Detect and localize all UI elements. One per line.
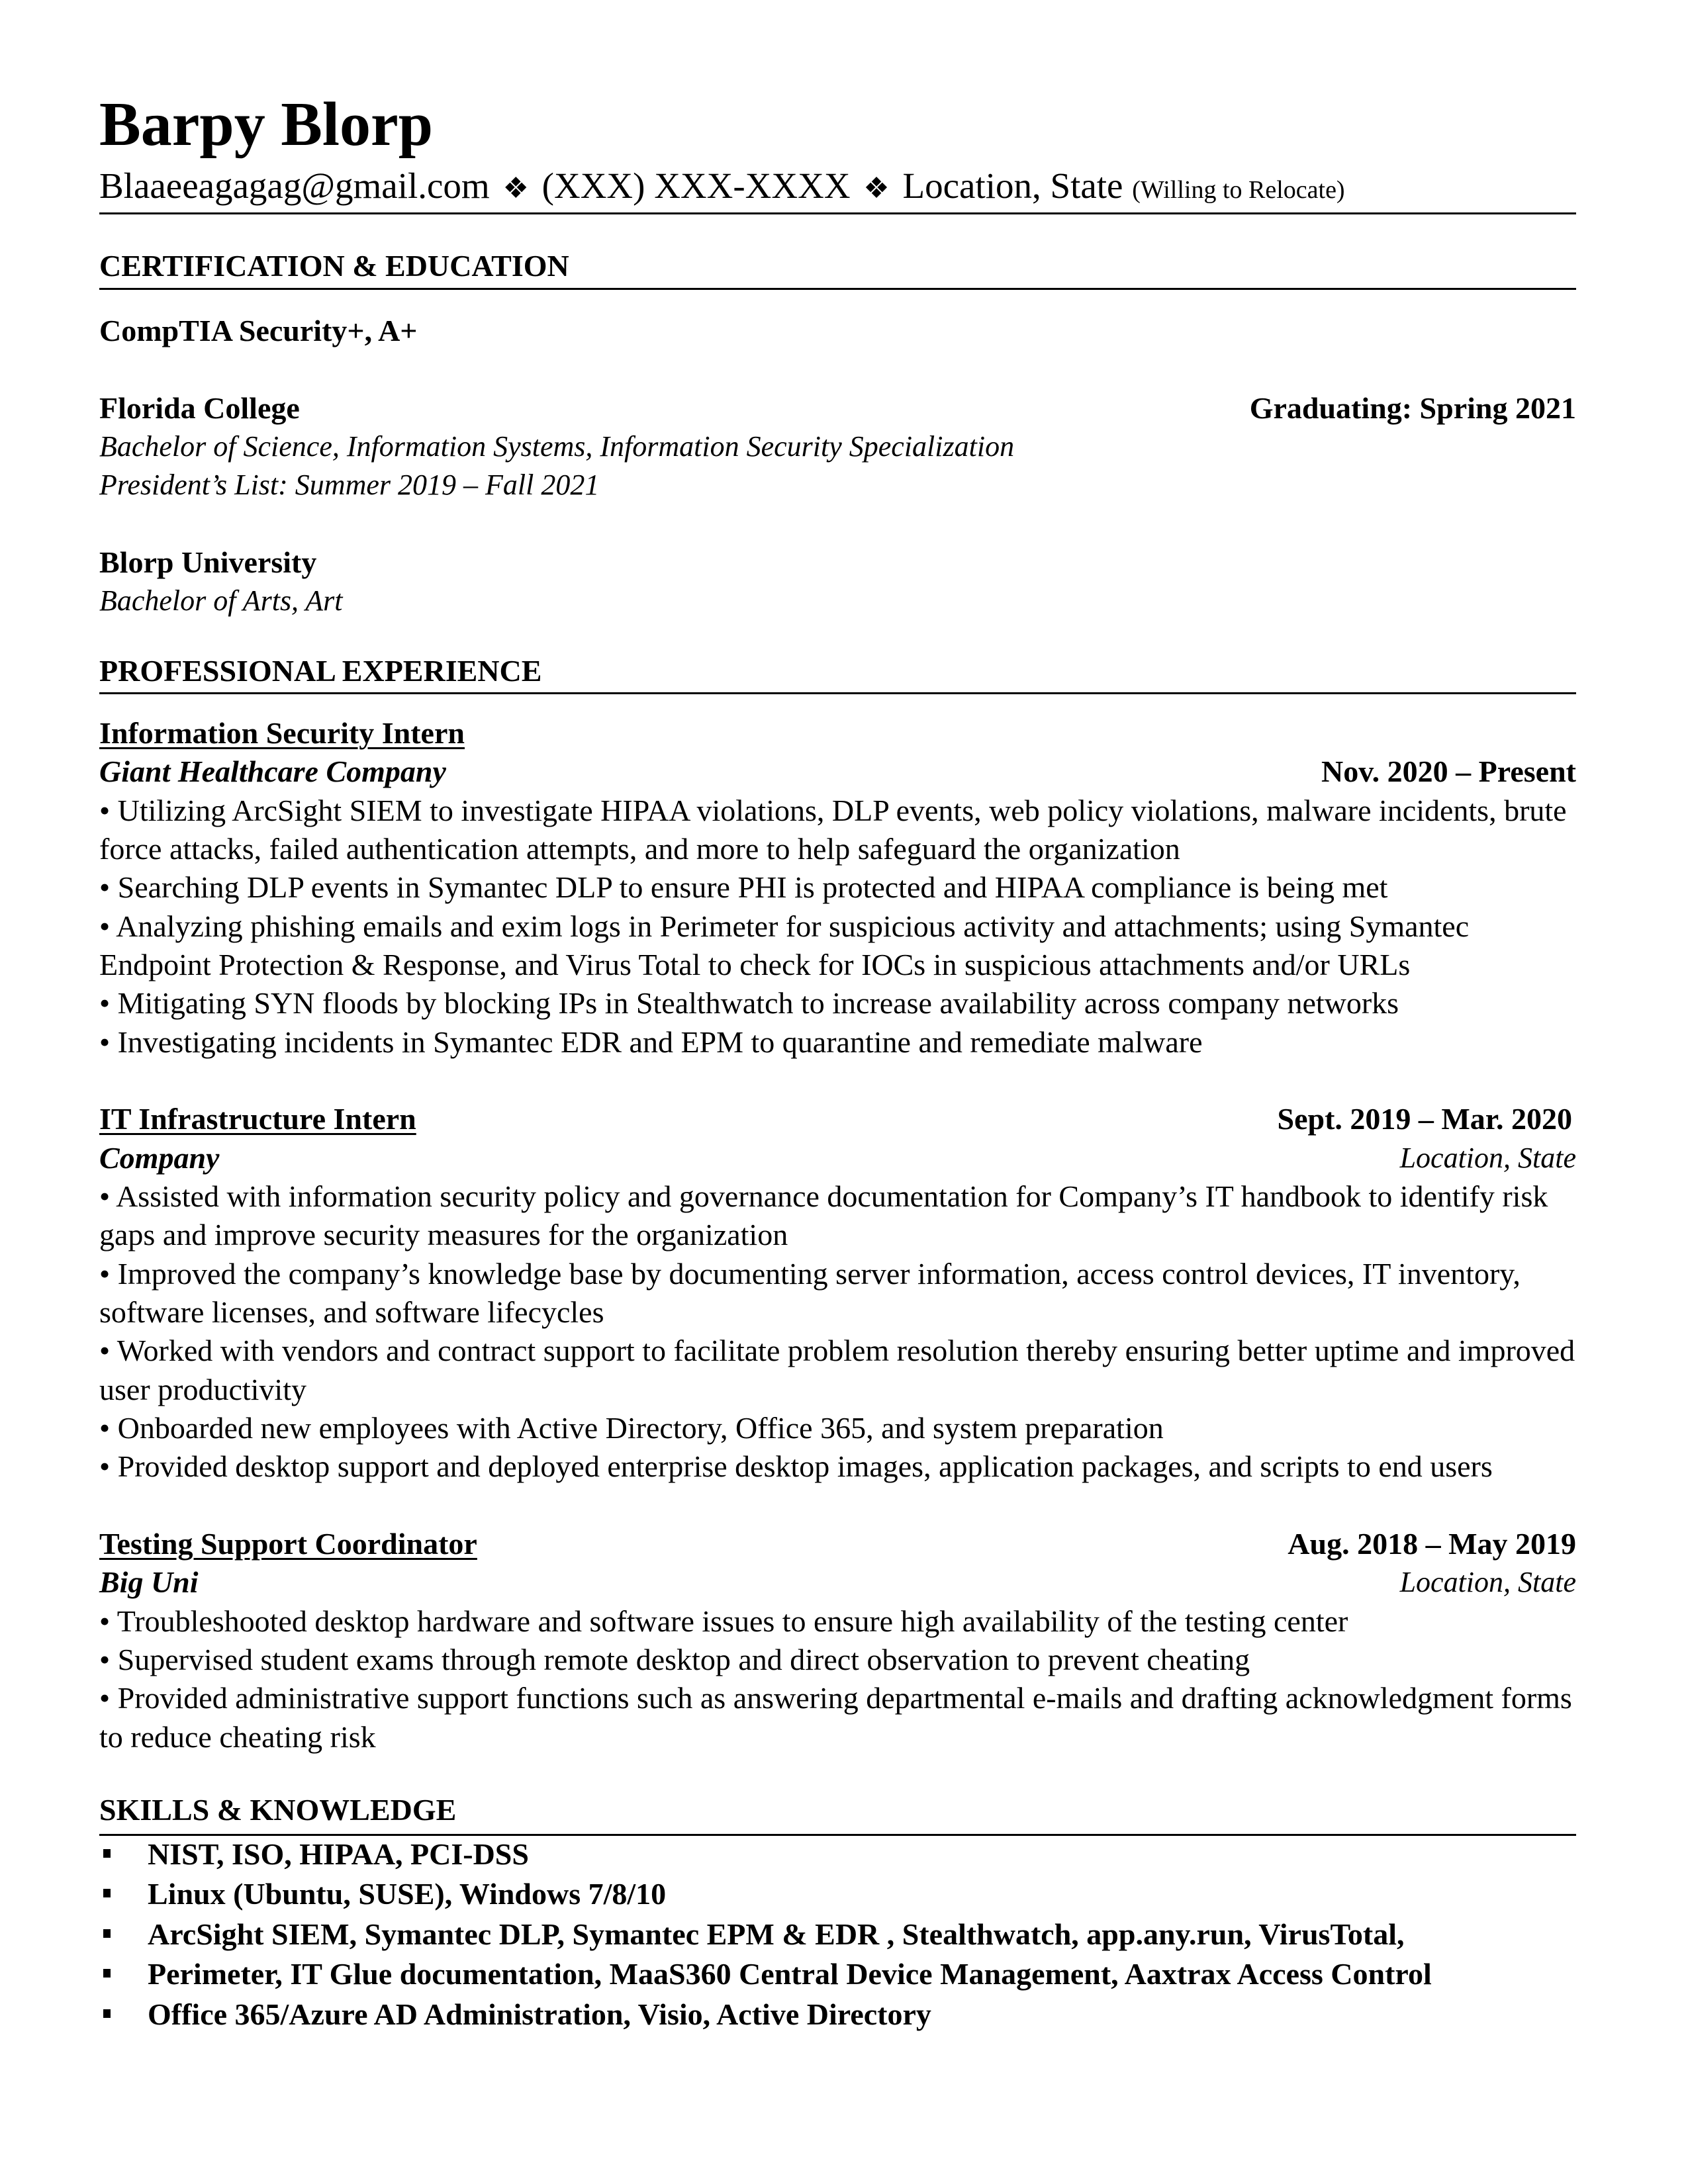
school-header — [99, 389, 1576, 428]
skill-item — [99, 1954, 1576, 1994]
degree: Bachelor of Arts, Art — [99, 584, 343, 617]
job-company-row — [99, 752, 1576, 791]
job-bullet: • Worked with vendors and contract support to facilitate problem resolution thereby ensuring better uptime and improved user productivity — [99, 1334, 1575, 1406]
candidate-name: Barpy Blorp — [99, 90, 434, 159]
job-bullet: • Provided administrative support functions such as answering departmental e-mails and drafting acknowledgment forms to reduce cheating risk — [99, 1681, 1572, 1754]
section-divider — [99, 692, 1576, 694]
skill-item — [99, 1874, 1576, 1914]
diamond-separator-icon: ❖ — [502, 172, 529, 205]
school-header — [99, 543, 1576, 582]
job-title-row — [99, 714, 1576, 752]
skill-text: NIST, ISO, HIPAA, PCI-DSS — [148, 1837, 529, 1871]
job-location: Location, State — [1399, 1566, 1576, 1599]
company-name: Big Uni — [99, 1565, 199, 1600]
job-company-row — [99, 1139, 1576, 1177]
skill-text: ArcSight SIEM, Symantec DLP, Symantec EPM & EDR , Stealthwatch, app.any.run, VirusTotal, — [148, 1917, 1405, 1951]
education-content — [99, 312, 1576, 621]
school-date: Graduating: Spring 2021 — [1249, 390, 1576, 425]
experience-section — [99, 652, 1576, 690]
school-detail — [99, 582, 1576, 620]
job-title: IT Infrastructure Intern — [99, 1102, 416, 1136]
skill-item — [99, 1995, 1576, 2034]
header-divider — [99, 212, 1576, 214]
job-bullet: • Searching DLP events in Symantec DLP to ensure PHI is protected and HIPAA compliance is being met — [99, 870, 1388, 905]
section-heading: CERTIFICATION & EDUCATION — [99, 249, 569, 283]
certification — [99, 312, 1576, 350]
job-bullet: • Troubleshooted desktop hardware and software issues to ensure high availability of the testing center — [99, 1604, 1348, 1638]
email[interactable]: Blaaeeagagag@gmail.com — [99, 165, 490, 206]
education-section — [99, 247, 1576, 285]
school-name: Blorp University — [99, 545, 317, 579]
job-bullet: • Investigating incidents in Symantec EDR and EPM to quarantine and remediate malware — [99, 1024, 1203, 1059]
square-bullet-icon — [99, 1874, 148, 1914]
school-name: Florida College — [99, 390, 300, 425]
honors: President’s List: Summer 2019 – Fall 2021 — [99, 469, 600, 502]
company-name: Giant Healthcare Company — [99, 754, 446, 789]
job-bullet: • Improved the company’s knowledge base by documenting server information, access control devices, IT inventory, software licenses, and software lifecycles — [99, 1256, 1521, 1329]
job-bullet: • Supervised student exams through remote desktop and direct observation to prevent cheating — [99, 1642, 1250, 1676]
skills-section — [99, 1791, 1576, 1829]
phone: (XXX) XXX-XXXX — [541, 165, 851, 206]
certification-text: CompTIA Security+, A+ — [99, 314, 418, 347]
job-bullet: • Onboarded new employees with Active Directory, Office 365, and system preparation — [99, 1410, 1164, 1445]
square-bullet-icon — [99, 1995, 148, 2034]
job-bullet: • Provided desktop support and deployed enterprise desktop images, application packages, and scripts to end users — [99, 1449, 1493, 1484]
skills-list — [99, 1835, 1576, 2034]
section-heading: PROFESSIONAL EXPERIENCE — [99, 654, 542, 688]
experience-content — [99, 714, 1576, 1756]
job-bullet: • Analyzing phishing emails and exim logs in Perimeter for suspicious activity and attachments; using Symantec Endpoint Protection & Response, and Virus Total to check for IOCs in suspicious attachments and/or URLs — [99, 909, 1470, 981]
company-name: Company — [99, 1140, 220, 1175]
square-bullet-icon — [99, 1954, 148, 1994]
diamond-separator-icon: ❖ — [863, 172, 890, 205]
job-date: Sept. 2019 – Mar. 2020 — [1277, 1102, 1572, 1136]
skill-item — [99, 1915, 1576, 1954]
job-title-row — [99, 1525, 1576, 1563]
job-company-row — [99, 1563, 1576, 1602]
job-bullet: • Assisted with information security policy and governance documentation for Company’s IT handbook to identify risk gaps and improve security measures for the organization — [99, 1179, 1548, 1252]
contact-line — [99, 163, 1576, 213]
location: Location, State — [902, 165, 1123, 206]
job-title-row — [99, 1100, 1576, 1138]
square-bullet-icon — [99, 1835, 148, 1874]
job-date: Aug. 2018 – May 2019 — [1288, 1526, 1576, 1561]
job-bullet: • Utilizing ArcSight SIEM to investigate HIPAA violations, DLP events, web policy violations, malware incidents, brute force attacks, failed authentication attempts, and more to help safeguard the organization — [99, 793, 1567, 866]
school-detail — [99, 466, 1576, 504]
job-location: Location, State — [1399, 1141, 1576, 1174]
degree: Bachelor of Science, Information Systems, Information Security Specialization — [99, 430, 1015, 463]
square-bullet-icon — [99, 1915, 148, 1954]
skill-text: Office 365/Azure AD Administration, Visio, Active Directory — [148, 1997, 931, 2031]
skill-text: Perimeter, IT Glue documentation, MaaS360 Central Device Management, Aaxtrax Access Control — [148, 1957, 1432, 1991]
job-bullet: • Mitigating SYN floods by blocking IPs in Stealthwatch to increase availability across company networks — [99, 986, 1399, 1021]
job-title: Testing Support Coordinator — [99, 1526, 477, 1561]
school-detail — [99, 428, 1576, 466]
section-divider — [99, 288, 1576, 290]
job-title: Information Security Intern — [99, 716, 465, 750]
job-date: Nov. 2020 – Present — [1321, 754, 1576, 789]
section-heading: SKILLS & KNOWLEDGE — [99, 1793, 457, 1827]
skill-text: Linux (Ubuntu, SUSE), Windows 7/8/10 — [148, 1877, 667, 1911]
skill-item — [99, 1835, 1576, 1874]
relocate-note: (Willing to Relocate) — [1132, 176, 1345, 204]
